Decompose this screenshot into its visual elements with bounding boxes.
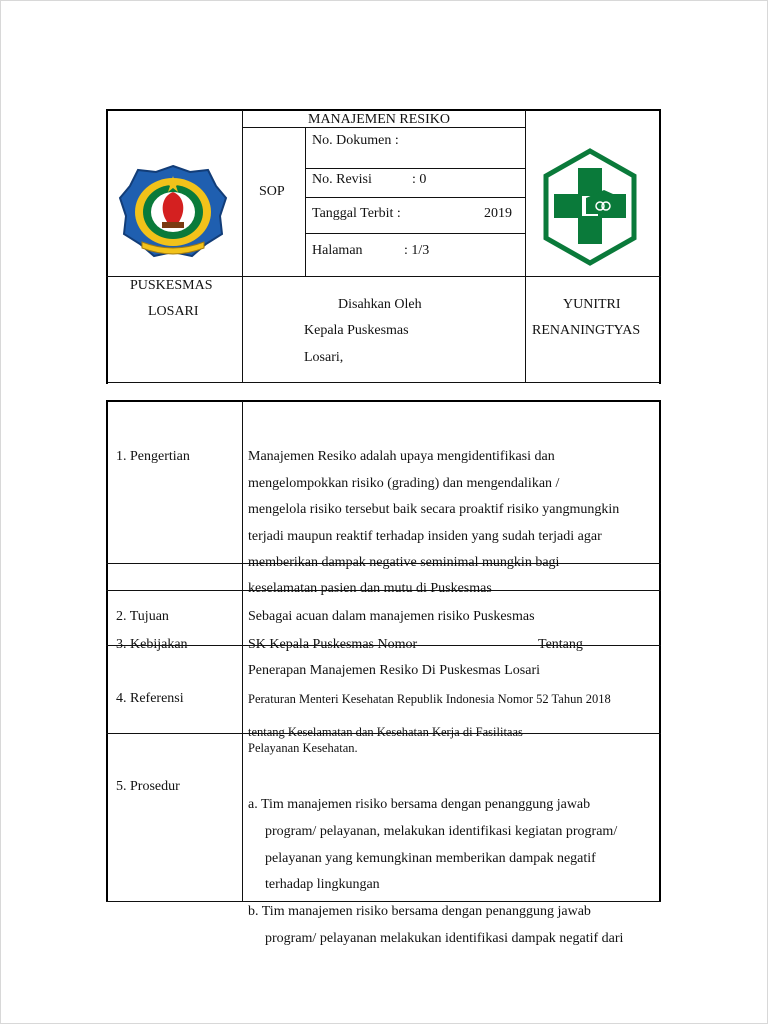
prosedur-label: 5. Prosedur [116, 779, 180, 794]
tujuan-label: 2. Tujuan [116, 609, 169, 624]
referensi-label: 4. Referensi [116, 691, 184, 706]
regional-emblem-logo [118, 162, 228, 262]
document-title: MANAJEMEN RESIKO [308, 112, 450, 127]
pengertian-line: Manajemen Resiko adalah upaya mengidentifikasi dan [248, 449, 555, 464]
referensi-line2: tentang Keselamatan dan Kesehatan Kerja di Fasilitaas [248, 725, 523, 739]
puskesmas-logo [542, 148, 638, 266]
pengertian-label: 1. Pengertian [116, 449, 190, 464]
puskesmas-name-line2: LOSARI [148, 304, 199, 319]
referensi-line3: Pelayanan Kesehatan. [248, 741, 358, 755]
pengertian-line: terjadi maupun reaktif terhadap insiden yang sudah terjadi agar [248, 529, 602, 544]
no-revisi-value: : 0 [412, 172, 427, 187]
kebijakan-line2: Penerapan Manajemen Resiko Di Puskesmas Losari [248, 663, 540, 678]
no-dokumen-label: No. Dokumen : [312, 133, 399, 148]
signer-name-line2: RENANINGTYAS [532, 323, 641, 338]
referensi-line1: Peraturan Menteri Kesehatan Republik Indonesia Nomor 52 Tahun 2018 [248, 692, 611, 706]
tanggal-terbit-label: Tanggal Terbit : [312, 206, 401, 221]
pengertian-line: mengelompokkan risiko (grading) dan mengendalikan / [248, 476, 560, 491]
prosedur-a-line: program/ pelayanan, melakukan identifikasi kegiatan program/ [265, 824, 618, 839]
prosedur-a-line: terhadap lingkungan [265, 877, 380, 892]
pengertian-line: memberikan dampak negative seminimal mungkin bagi [248, 555, 560, 570]
signer-name-line1: YUNITRI [563, 297, 621, 312]
no-revisi-label: No. Revisi [312, 172, 372, 187]
kebijakan-label: 3. Kebijakan [116, 637, 188, 652]
kebijakan-line1: SK Kepala Puskesmas Nomor [248, 637, 418, 652]
disahkan-line2: Kepala Puskesmas [304, 323, 409, 338]
disahkan-line1: Disahkan Oleh [338, 297, 422, 312]
halaman-label: Halaman [312, 243, 363, 258]
halaman-value: : 1/3 [404, 243, 430, 258]
prosedur-b-line: b. Tim manajemen risiko bersama dengan penanggung jawab [248, 904, 591, 919]
pengertian-line: mengelola risiko tersebut baik secara proaktif risiko yangmungkin [248, 502, 620, 517]
prosedur-a-line: a. Tim manajemen risiko bersama dengan penanggung jawab [248, 797, 591, 812]
kebijakan-tentang: Tentang [538, 637, 583, 652]
puskesmas-name-line1: PUSKESMAS [130, 278, 213, 293]
sop-label: SOP [259, 184, 285, 199]
tujuan-text: Sebagai acuan dalam manajemen risiko Puskesmas [248, 609, 535, 624]
pengertian-line: keselamatan pasien dan mutu di Puskesmas [248, 581, 492, 596]
tanggal-terbit-value: 2019 [484, 206, 512, 221]
prosedur-b-line: program/ pelayanan melakukan identifikasi dampak negatif dari [265, 931, 624, 946]
prosedur-a-line: pelayanan yang kemungkinan memberikan dampak negatif [265, 851, 596, 866]
disahkan-line3: Losari, [304, 350, 344, 365]
